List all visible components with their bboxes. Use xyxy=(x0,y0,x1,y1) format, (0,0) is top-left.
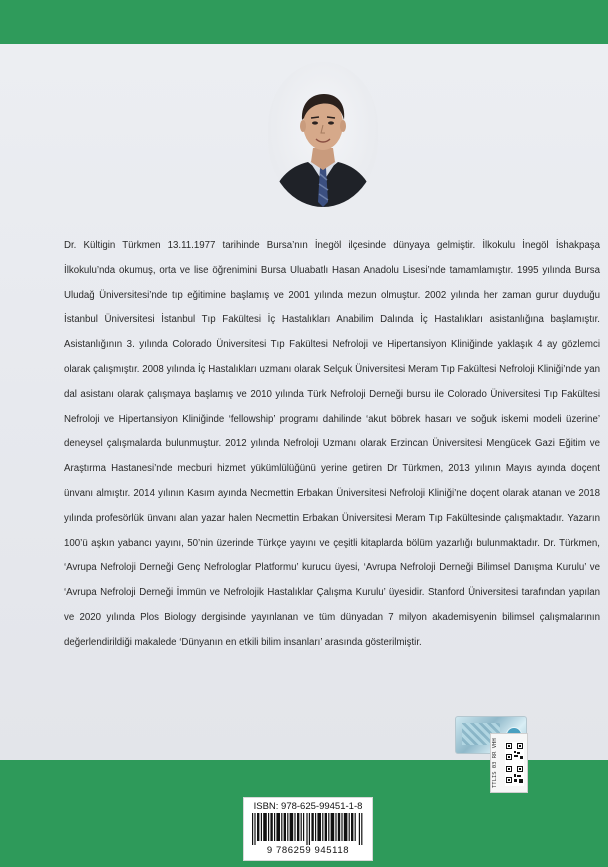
author-photo xyxy=(268,62,378,207)
author-biography xyxy=(64,234,600,656)
author-portrait-icon xyxy=(268,62,378,207)
isbn-label: ISBN: 978-625-99451-1-8 xyxy=(253,801,363,812)
qr-code-icon xyxy=(505,742,524,786)
back-cover-page xyxy=(0,44,608,760)
isbn-barcode xyxy=(243,797,373,861)
biography-paragraph: Dr. Kültigin Türkmen 13.11.1977 tarihinde Bursa’nın İnegöl ilçesinde dünyaya gelmiştir. İlkokulu İnegöl İshakpaşa İlkokulu’nda okumuş, orta ve lise öğrenimini Bursa Uluabatlı Hasan Anadolu Lisesi’nde tamamlamıştır. 1995 yılında Bursa Uludağ Üniversitesi’nde tıp eğitimine başlamış ve 2001 yılında mezun olmuştur. 2002 yılında her zaman gurur duyduğu İstanbul Üniversitesi İstanbul Tıp Fakültesi İç Hastalıkları Anabilim Dalında İç Hastalıkları asistanlığına başlamıştır. Asistanlığının 3. yılında Colorado Üniversitesi Tıp Fakültesi Nefroloji ve Hipertansiyon Kliniğinde yaklaşık 4 ay gözlemci olarak çalışmıştır. 2008 yılında İç Hastalıkları uzmanı olarak Selçuk Üniversitesi Meram Tıp Fakültesi Nefroloji Kliniği’nde yan dal asistanı olarak çalışmaya başlamış ve 2010 yılında Türk Nefroloji Derneği bursu ile Colorado Üniversitesi Tıp Fakültesi Nefroloji ve Hipertansiyon Kliniğinde ‘fellowship’ programı dahilinde ‘akut böbrek hasarı ve soğuk iskemi modeli üzerine’ deneysel çalışmalarda bulunmuştur. 2012 yılında Nefroloji Uzmanı olarak Erzincan Üniversitesi Mengücek Gazi Eğitim ve Araştırma Hastanesi’nde mecburi hizmet yükümlülüğünü yerine getiren Dr Türkmen, 2013 yılının Mayıs ayında doçent ünvanı almıştır. 2014 yılının Kasım ayında Necmettin Erbakan Üniversitesi Nefroloji Kliniği’ne doçent olarak atanan ve 2018 yılında profesörlük ünvanı alan yazar halen Necmettin Erbakan Üniversitesi Meram Tıp Fakültesinde çalışmaktadır. Yazarın 100’ü aşkın yabancı yayını, 50’nin üzerinde Türkçe yayını ve çeşitli kitaplarda bölüm yazarlığı bulunmaktadır. Dr. Türkmen, ‘Avrupa Nefroloji Derneği Genç Nefrologlar Platformu’ kurucu üyesi, ‘Avrupa Nefroloji Derneği Bilimsel Danışma Kurulu’ ve ‘Avrupa Nefroloji Derneği İmmün ve Nefrolojik Hastalıklar Çalışma Kurulu’ üyesidir. Stanford Üniversitesi tarafından yapılan ve 2020 yılında Plos Biology dergisinde yayınlanan ve tüm dünyadan 7 milyon akademisyenin bilimsel çalışmalarının değerlendirildiği makalede ‘Dünyanın en etkili bilim insanları’ arasında gösterilmiştir. xyxy=(64,240,600,648)
qr-sticker xyxy=(490,733,528,793)
barcode-digits: 9 786259 945118 xyxy=(266,845,350,856)
sticker-code-text: TTLIS 03 RR VHH xyxy=(492,738,498,788)
barcode-icon xyxy=(252,813,364,845)
top-green-band xyxy=(0,0,608,44)
